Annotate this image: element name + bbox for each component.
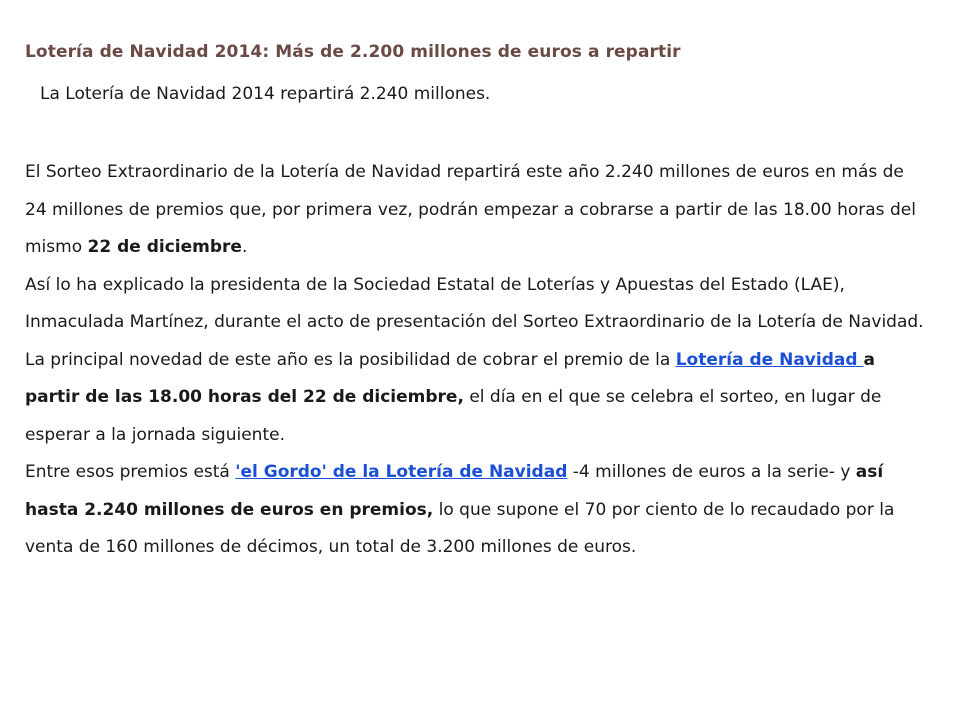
paragraph-intro — [25, 154, 930, 267]
novelty-highlight: a partir de las 18.00 horas del 22 de diciembre, — [25, 349, 875, 407]
article-title: Lotería de Navidad 2014: Más de 2.200 millones de euros a repartir — [25, 42, 681, 62]
paragraph-text: -4 millones de euros a la serie- y — [567, 462, 856, 482]
paragraph-prizes — [25, 454, 930, 567]
paragraph-text: La principal novedad de este año es la posibilidad de cobrar el premio de la — [25, 349, 676, 370]
prizes-highlight: así hasta 2.240 millones de euros en premios, — [25, 462, 884, 520]
paragraph-text: Así lo ha explicado la presidenta de la Sociedad Estatal de Loterías y Apuestas del Estado (LAE), Inmaculada Martínez, durante el acto de presentación del Sorteo Extraordinario de la Lotería de Navidad. — [25, 274, 924, 332]
el-gordo-link[interactable]: 'el Gordo' de la Lotería de Navidad — [235, 462, 568, 482]
article-subtitle: La Lotería de Navidad 2014 repartirá 2.240 millones. — [40, 84, 491, 104]
paragraph-statement — [25, 267, 930, 342]
paragraph-text: Entre esos premios está — [25, 462, 236, 482]
paragraph-text: El Sorteo Extraordinario de la Lotería de Navidad repartirá este año 2.240 millones de euros en más de 24 millones de premios que, por primera vez, podrán empezar a cobrarse a partir de las 18.00 horas del mismo — [25, 162, 916, 257]
date-highlight: 22 de diciembre — [87, 237, 242, 257]
loteria-navidad-link[interactable]: Lotería de Navidad — [675, 349, 864, 370]
paragraph-text: . — [241, 237, 248, 257]
article-body — [25, 154, 930, 567]
paragraph-novelty — [25, 342, 930, 455]
paragraph-text: el día en el que se celebra el sorteo, en lugar de esperar a la jornada siguiente. — [25, 387, 882, 445]
paragraph-text: lo que supone el 70 por ciento de lo recaudado por la venta de 160 millones de décimos, un total de 3.200 millones de euros. — [25, 499, 895, 557]
